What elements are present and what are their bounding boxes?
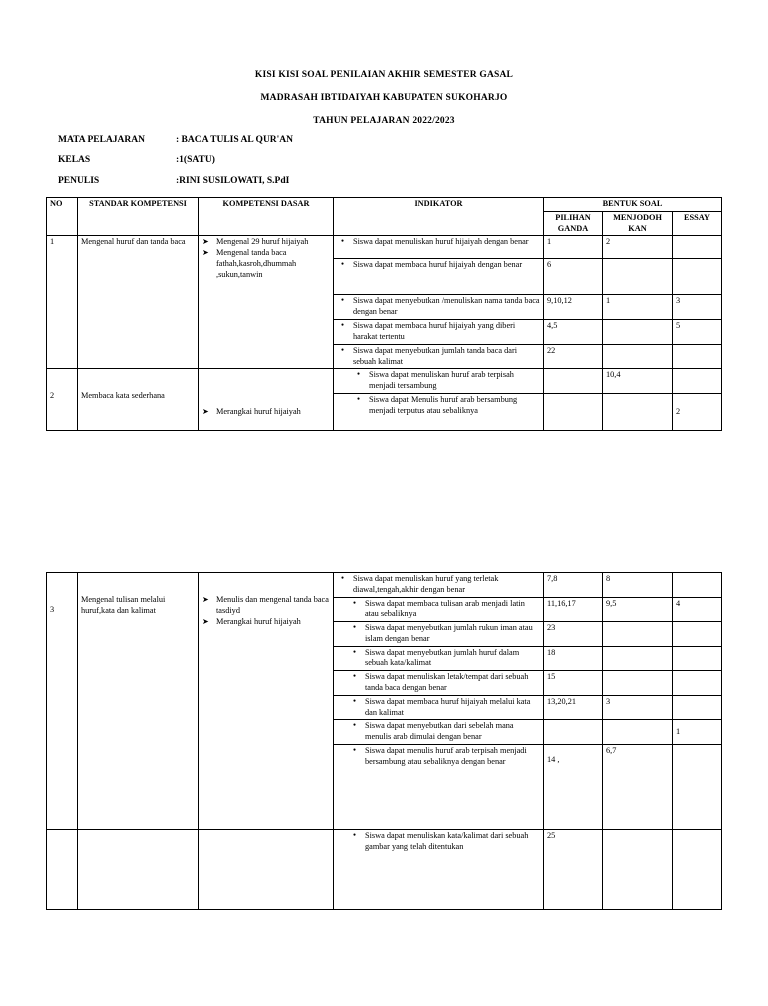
essay-cell bbox=[673, 622, 722, 647]
indikator-text: ● Siswa dapat menyebutkan jumlah huruf dalam sebuah kata/kalimat bbox=[365, 648, 540, 670]
indikator-cell bbox=[334, 236, 544, 259]
kompetensi-item: ➤ Mengenal 29 huruf hijaiyah bbox=[216, 237, 330, 248]
essay-cell bbox=[673, 344, 722, 369]
essay-cell: 4 bbox=[673, 597, 722, 622]
row-number-text: 3 bbox=[50, 605, 55, 614]
indikator-cell bbox=[334, 671, 544, 696]
standar-kompetensi-text: Membaca kata sederhana bbox=[81, 391, 165, 401]
pilihan-ganda-cell: 4,5 bbox=[544, 320, 603, 345]
indikator-cell bbox=[334, 720, 544, 745]
col-header-bentuk-soal: BENTUK SOAL bbox=[544, 198, 722, 212]
indikator-cell bbox=[334, 597, 544, 622]
indikator-text: ● Siswa dapat Menulis huruf arab bersambung menjadi terputus atau sebaliknya bbox=[369, 395, 540, 417]
essay-cell bbox=[673, 720, 722, 745]
essay-cell: 5 bbox=[673, 320, 722, 345]
indikator-cell bbox=[334, 744, 544, 829]
pilihan-ganda-cell: 13,20,21 bbox=[544, 695, 603, 720]
pilihan-ganda-cell bbox=[544, 720, 603, 745]
menjodohkan-cell: 8 bbox=[603, 573, 673, 598]
row-number-text: 2 bbox=[50, 391, 55, 401]
kompetensi-item: ➤ Merangkai huruf hijaiyah bbox=[216, 407, 330, 418]
menjodohkan-cell: 2 bbox=[603, 236, 673, 259]
essay-cell: 3 bbox=[673, 295, 722, 320]
kompetensi-dasar-cell bbox=[199, 369, 334, 431]
kompetensi-dasar-cell bbox=[199, 829, 334, 909]
menjodohkan-cell bbox=[603, 394, 673, 431]
pilihan-ganda-text: 14 , bbox=[547, 754, 560, 764]
essay-cell bbox=[673, 369, 722, 394]
class-label: KELAS bbox=[58, 155, 91, 165]
menjodohkan-cell: 1 bbox=[603, 295, 673, 320]
kompetensi-dasar-cell bbox=[199, 573, 334, 830]
indikator-cell bbox=[334, 295, 544, 320]
col-header-indikator: INDIKATOR bbox=[334, 198, 544, 236]
menjodohkan-cell bbox=[603, 671, 673, 696]
essay-cell bbox=[673, 394, 722, 431]
col-header-kompetensi-dasar: KOMPETENSI DASAR bbox=[199, 198, 334, 236]
indikator-cell bbox=[334, 622, 544, 647]
menjodohkan-cell bbox=[603, 320, 673, 345]
standar-kompetensi-cell: Mengenal huruf dan tanda baca bbox=[78, 236, 199, 369]
indikator-text: ● Siswa dapat membaca huruf hijaiyah dengan benar bbox=[353, 260, 540, 271]
kompetensi-item: ➤ Merangkai huruf hijaiyah bbox=[216, 617, 330, 628]
pilihan-ganda-cell bbox=[544, 369, 603, 394]
kompetensi-dasar-cell bbox=[199, 236, 334, 369]
indikator-text: ● Siswa dapat menulis huruf arab terpisah menjadi bersambung atau sebaliknya dengan benar bbox=[365, 746, 540, 768]
indikator-text: ● Siswa dapat menuliskan huruf arab terpisah menjadi tersambung bbox=[369, 370, 540, 392]
grid-table-part1 bbox=[46, 197, 722, 431]
indikator-text: ● Siswa dapat menuliskan huruf yang terletak diawal,tengah,akhir dengan benar bbox=[353, 574, 540, 596]
subject-label: MATA PELAJARAN bbox=[58, 135, 145, 145]
pilihan-ganda-cell: 22 bbox=[544, 344, 603, 369]
author-label: PENULIS bbox=[58, 176, 100, 186]
document-title: KISI KISI SOAL PENILAIAN AKHIR SEMESTER GASAL bbox=[254, 70, 514, 80]
indikator-text: ● Siswa dapat membaca huruf hijaiyah melalui kata dan kalimat bbox=[365, 697, 540, 719]
pilihan-ganda-cell: 6 bbox=[544, 259, 603, 295]
essay-cell bbox=[673, 744, 722, 829]
pilihan-ganda-cell bbox=[544, 394, 603, 431]
menjodohkan-cell: 9,5 bbox=[603, 597, 673, 622]
indikator-text: ● Siswa dapat membaca huruf hijaiyah yang diberi harakat tertentu bbox=[353, 321, 540, 343]
row-number bbox=[47, 369, 78, 431]
essay-text: 2 bbox=[676, 406, 681, 416]
pilihan-ganda-cell bbox=[544, 744, 603, 829]
indikator-text: ● Siswa dapat menyebutkan dari sebelah mana menulis arab dimulai dengan benar bbox=[365, 721, 540, 743]
menjodohkan-cell: 3 bbox=[603, 695, 673, 720]
indikator-cell bbox=[334, 320, 544, 345]
indikator-cell bbox=[334, 695, 544, 720]
indikator-cell bbox=[334, 573, 544, 598]
indikator-text: ● Siswa dapat menuliskan huruf hijaiyah dengan benar bbox=[353, 237, 540, 248]
pilihan-ganda-cell: 23 bbox=[544, 622, 603, 647]
author-value: :RINI SUSILOWATI, S.PdI bbox=[176, 176, 290, 186]
indikator-cell bbox=[334, 259, 544, 295]
col-header-no: NO bbox=[47, 198, 78, 236]
col-header-pilihan-ganda: PILIHAN GANDA bbox=[544, 211, 603, 236]
standar-kompetensi-cell bbox=[78, 573, 199, 830]
kompetensi-item: ➤ Menulis dan mengenal tanda baca tasdiyd bbox=[216, 595, 330, 617]
essay-cell bbox=[673, 236, 722, 259]
indikator-text: ● Siswa dapat menyebutkan /menuliskan nama tanda baca dengan benar bbox=[353, 296, 540, 318]
pilihan-ganda-cell: 18 bbox=[544, 646, 603, 671]
essay-text: 1 bbox=[676, 726, 681, 736]
indikator-cell bbox=[334, 394, 544, 431]
row-number bbox=[47, 829, 78, 909]
subject-value: : BACA TULIS AL QUR'AN bbox=[176, 135, 294, 145]
essay-cell bbox=[673, 646, 722, 671]
indikator-cell bbox=[334, 344, 544, 369]
menjodohkan-cell bbox=[603, 720, 673, 745]
school-name: MADRASAH IBTIDAIYAH KABUPATEN SUKOHARJO bbox=[260, 93, 508, 103]
row-number: 1 bbox=[47, 236, 78, 369]
indikator-text: ● Siswa dapat menuliskan letak/tempat dari sebuah tanda baca dengan benar bbox=[365, 672, 540, 694]
essay-cell bbox=[673, 829, 722, 909]
indikator-cell bbox=[334, 646, 544, 671]
standar-kompetensi-cell bbox=[78, 369, 199, 431]
pilihan-ganda-cell: 7,8 bbox=[544, 573, 603, 598]
class-value: :1(SATU) bbox=[176, 155, 215, 165]
col-header-standar-kompetensi: STANDAR KOMPETENSI bbox=[78, 198, 199, 236]
essay-cell bbox=[673, 573, 722, 598]
indikator-text: ● Siswa dapat membaca tulisan arab menjadi latin atau sebaliknya bbox=[365, 599, 540, 621]
col-header-essay: ESSAY bbox=[673, 211, 722, 236]
menjodohkan-cell bbox=[603, 646, 673, 671]
pilihan-ganda-cell: 1 bbox=[544, 236, 603, 259]
standar-kompetensi-cell bbox=[78, 829, 199, 909]
standar-kompetensi-text: Mengenal tulisan melalui huruf,kata dan kalimat bbox=[81, 595, 166, 615]
pilihan-ganda-cell: 15 bbox=[544, 671, 603, 696]
grid-table-part2 bbox=[46, 572, 722, 910]
pilihan-ganda-cell: 25 bbox=[544, 829, 603, 909]
indikator-text: ● Siswa dapat menyebutkan jumlah tanda baca dari sebuah kalimat bbox=[353, 346, 540, 368]
pilihan-ganda-cell: 9,10,12 bbox=[544, 295, 603, 320]
indikator-text: ● Siswa dapat menyebutkan jumlah rukun iman atau islam dengan benar bbox=[365, 623, 540, 645]
indikator-cell bbox=[334, 829, 544, 909]
menjodohkan-cell bbox=[603, 344, 673, 369]
menjodohkan-cell: 6,7 bbox=[603, 744, 673, 829]
menjodohkan-cell: 10,4 bbox=[603, 369, 673, 394]
indikator-cell bbox=[334, 369, 544, 394]
essay-cell bbox=[673, 695, 722, 720]
pilihan-ganda-cell: 11,16,17 bbox=[544, 597, 603, 622]
essay-cell bbox=[673, 671, 722, 696]
menjodohkan-cell bbox=[603, 829, 673, 909]
academic-year: TAHUN PELAJARAN 2022/2023 bbox=[313, 116, 455, 126]
kompetensi-item: ➤ Mengenal tanda baca fathah,kasroh,dhummah ,sukun,tanwin bbox=[216, 248, 330, 280]
menjodohkan-cell bbox=[603, 622, 673, 647]
menjodohkan-cell bbox=[603, 259, 673, 295]
row-number bbox=[47, 573, 78, 830]
col-header-menjodohkan: MENJODOH KAN bbox=[603, 211, 673, 236]
essay-cell bbox=[673, 259, 722, 295]
indikator-text: ● Siswa dapat menuliskan kata/kalimat dari sebuah gambar yang telah ditentukan bbox=[365, 831, 540, 853]
